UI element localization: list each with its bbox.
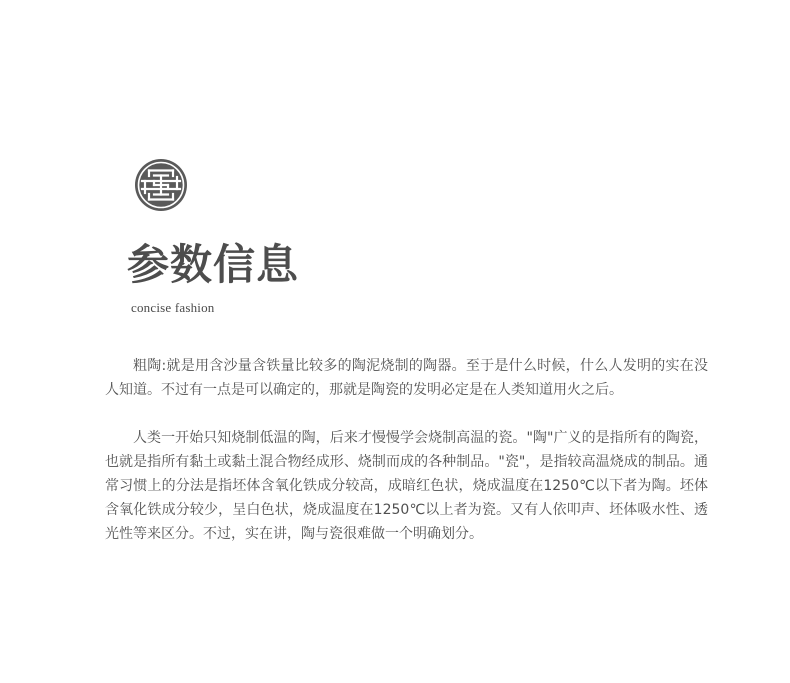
page-subtitle: concise fashion	[131, 300, 215, 315]
page-title: 参数信息	[127, 240, 300, 289]
emblem	[134, 158, 188, 212]
chinese-longevity-seal-icon	[134, 158, 188, 212]
body-paragraph: 粗陶:就是用含沙量含铁量比较多的陶泥烧制的陶器。至于是什么时候，什么人发明的实在没人知道。不过有一点是可以确定的，那就是陶瓷的发明必定是在人类知道用火之后。	[105, 358, 708, 398]
body-paragraph: 人类一开始只知烧制低温的陶，后来才慢慢学会烧制高温的瓷。"陶"广义的是指所有的陶瓷， 也就是指所有黏土或黏土混合物经成形、烧制而成的各种制品。"瓷"，是指较高温烧成的制品。通常习惯上的分法是指坯体含氧化铁成分较高，成暗红色状，烧成温度在1250℃以下者为陶。坯体含氧化铁成分较少，呈白色状，烧成温度在1250℃以上者为瓷。又有人依叩声、坯体吸水性、透光性等来区分。不过，实在讲，陶与瓷很难做一个明确划分。	[105, 430, 708, 542]
